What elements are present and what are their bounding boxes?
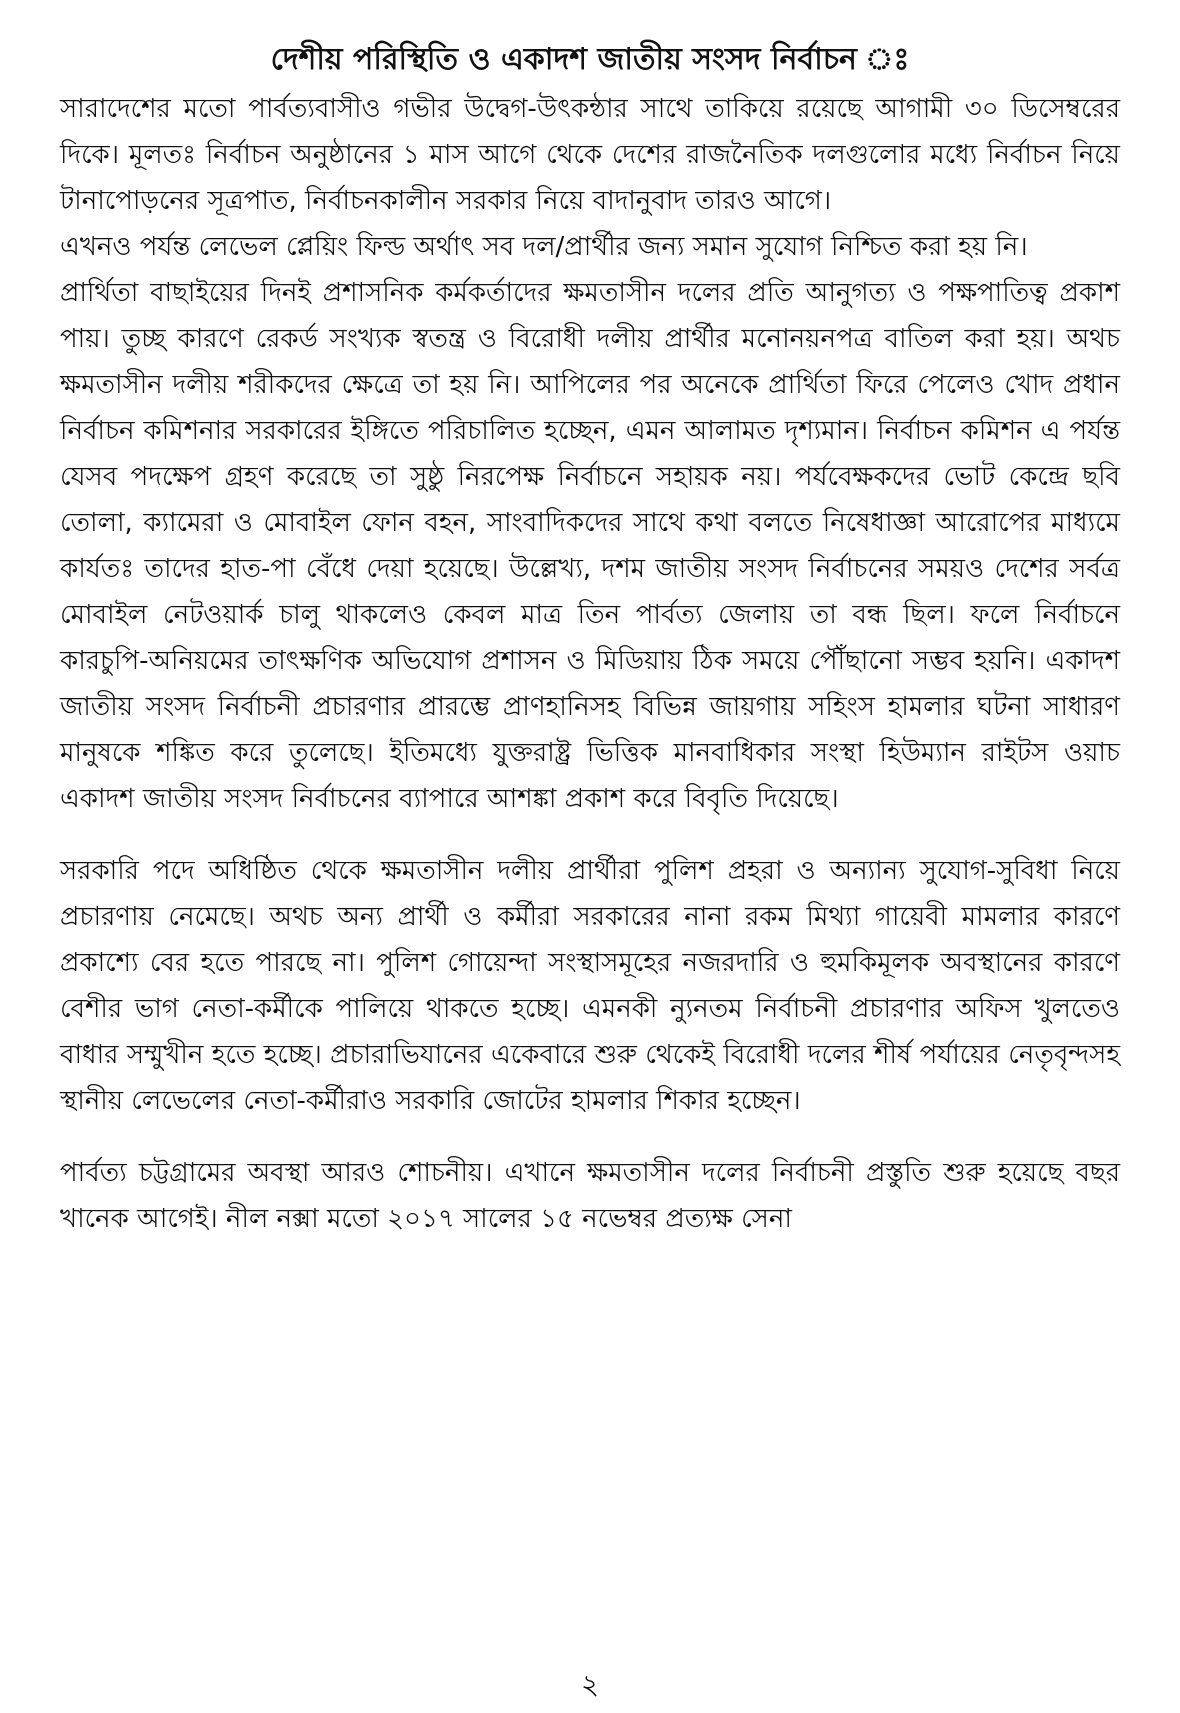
- page-title: দেশীয় পরিস্থিতি ও একাদশ জাতীয় সংসদ নির্বাচন ঃ: [270, 42, 910, 77]
- paragraph-election-anticipation: সারাদেশের মতো পার্বত্যবাসীও গভীর উদ্বেগ-উৎকন্ঠার সাথে তাকিয়ে রয়েছে আগামী ৩০ ডিসেম্বরের দিকে। মূলতঃ নির্বাচন অনুষ্ঠানের ১ মাস আগে থেকে দেশের রাজনৈতিক দলগুলোর মধ্যে নির্বাচন নিয়ে টানাপোড়নের সূত্রপাত, নির্বাচনকালীন সরকার নিয়ে বাদানুবাদ তারও আগে।: [60, 94, 1120, 216]
- document-page: [60, 40, 1120, 1242]
- page-number: ২: [580, 1668, 600, 1701]
- paragraph-nomination-bias: প্রার্থিতা বাছাইয়ের দিনই প্রশাসনিক কর্মকর্তাদের ক্ষমতাসীন দলের প্রতি আনুগত্য ও পক্ষপাতিত্ব প্রকাশ পায়। তুচ্ছ কারণে রেকর্ড সংখ্যক স্বতন্ত্র ও বিরোধী দলীয় প্রার্থীর মনোনয়নপত্র বাতিল করা হয়। অথচ ক্ষমতাসীন দলীয় শরীকদের ক্ষেত্রে তা হয় নি। আপিলের পর অনেকে প্রার্থিতা ফিরে পেলেও খোদ প্রধান নির্বাচন কমিশনার সরকারের ইঙ্গিতে পরিচালিত হচ্ছেন, এমন আলামত দৃশ্যমান। নির্বাচন কমিশন এ পর্যন্ত যেসব পদক্ষেপ গ্রহণ করেছে তা সুষ্ঠু নিরপেক্ষ নির্বাচনে সহায়ক নয়। পর্যবেক্ষকদের ভোট কেন্দ্রে ছবি তোলা, ক্যামেরা ও মোবাইল ফোন বহন, সাংবাদিকদের সাথে কথা বলতে নিষেধাজ্ঞা আরোপের মাধ্যমে কার্যতঃ তাদের হাত-পা বেঁধে দেয়া হয়েছে। উল্লেখ্য, দশম জাতীয় সংসদ নির্বাচনের সময়ও দেশের সর্বত্র মোবাইল নেটওয়ার্ক চালু থাকলেও কেবল মাত্র তিন পার্বত্য জেলায় তা বন্ধ ছিল। ফলে নির্বাচনে কারচুপি-অনিয়মের তাৎক্ষণিক অভিযোগ প্রশাসন ও মিডিয়ায় ঠিক সময়ে পৌঁছানো সম্ভব হয়নি। একাদশ জাতীয় সংসদ নির্বাচনী প্রচারণার প্রারম্ভে প্রাণহানিসহ বিভিন্ন জায়গায় সহিংস হামলার ঘটনা সাধারণ মানুষকে শঙ্কিত করে তুলেছে। ইতিমধ্যে যুক্তরাষ্ট্র ভিত্তিক মানবাধিকার সংস্থা হিউম্যান রাইটস ওয়াচ একাদশ জাতীয় সংসদ নির্বাচনের ব্যাপারে আশঙ্কা প্রকাশ করে বিবৃতি দিয়েছে।: [60, 278, 1120, 814]
- paragraph-campaign-obstruction: সরকারি পদে অধিষ্ঠিত থেকে ক্ষমতাসীন দলীয় প্রার্থীরা পুলিশ প্রহরা ও অন্যান্য সুযোগ-সুবিধা নিয়ে প্রচারণায় নেমেছে। অথচ অন্য প্রার্থী ও কর্মীরা সরকারের নানা রকম মিথ্যা গায়েবী মামলার কারণে প্রকাশ্যে বের হতে পারছে না। পুলিশ গোয়েন্দা সংস্থাসমূহের নজরদারি ও হুমকিমূলক অবস্থানের কারণে বেশীর ভাগ নেতা-কর্মীকে পালিয়ে থাকতে হচ্ছে। এমনকী ন্যুনতম নির্বাচনী প্রচারণার অফিস খুলতেও বাধার সম্মুখীন হতে হচ্ছে। প্রচারাভিযানের একেবারে শুরু থেকেই বিরোধী দলের শীর্ষ পর্যায়ের নেতৃবৃন্দসহ স্থানীয় লেভেলের নেতা-কর্মীরাও সরকারি জোটের হামলার শিকার হচ্ছেন।: [60, 856, 1120, 1116]
- paragraph-chittagong-hill-tracts: পার্বত্য চট্টগ্রামের অবস্থা আরও শোচনীয়। এখানে ক্ষমতাসীন দলের নির্বাচনী প্রস্তুতি শুরু হয়েছে বছর খানেক আগেই। নীল নক্সা মতো ২০১৭ সালের ১৫ নভেম্বর প্রত্যক্ষ সেনা: [60, 1158, 1120, 1234]
- paragraph-level-playing-field: এখনও পর্যন্ত লেভেল প্লেয়িং ফিল্ড অর্থাৎ সব দল/প্রার্থীর জন্য সমান সুযোগ নিশ্চিত করা হয় নি।: [60, 232, 1028, 262]
